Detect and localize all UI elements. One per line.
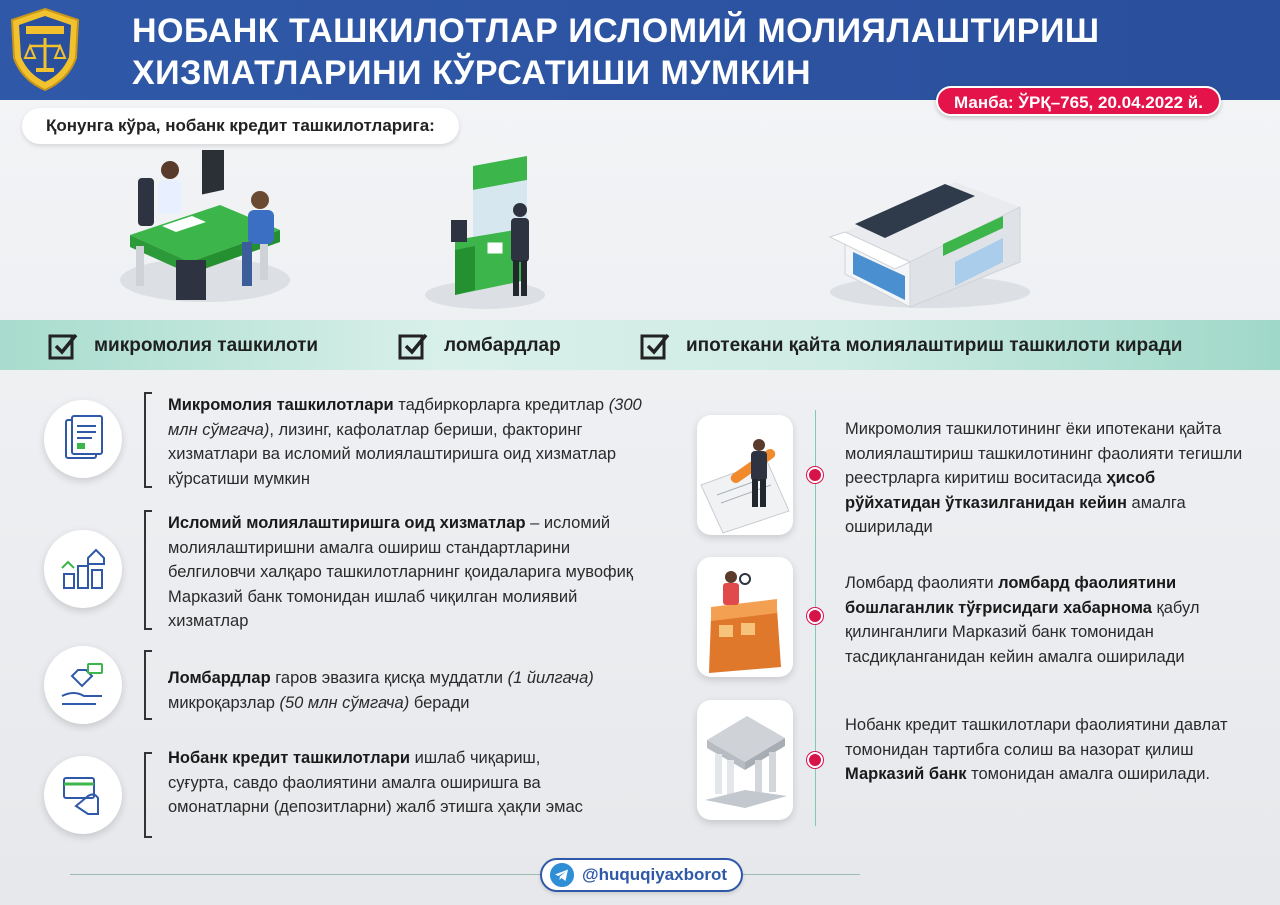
text-fragment: қабул қилинганлиги Марказий банк томонидан тасдиқланганидан кейин амалга оширилади — [845, 598, 1200, 666]
band-item-pawnshops — [398, 330, 561, 362]
page-title-line-1: НОБАНК ТАШКИЛОТЛАР ИСЛОМИЙ МОЛИЯЛАШТИРИШ — [132, 12, 1100, 50]
bracket-divider — [144, 392, 152, 488]
text-fragment: Микромолия ташкилотининг ёки ипотекани қайта молиялаштириш ташкилотининг фаолияти тегишли реестрларга киритиш воситасида — [845, 420, 1243, 487]
band-item-label: ломбардлар — [444, 335, 561, 356]
band-item-microfinance — [48, 330, 318, 362]
text-fragment: амалга оширилади — [845, 493, 1186, 536]
microfinance-description — [168, 393, 658, 491]
text-fragment: тадбиркорларга кредитлар — [393, 396, 609, 414]
telegram-handle-text: @huquqiyaxborot — [582, 865, 728, 884]
pawnshop-counter-icon — [697, 557, 793, 677]
bank-building-icon — [697, 700, 793, 820]
office-desk-illustration — [110, 150, 290, 315]
text-italic: (1 йилгача) — [507, 669, 594, 687]
text-fragment: – исломий молиялаштиришни амалга ошириш стандартларини белгиловчи халқаро ташкилотларнинг қоидаларига мувофиқ Марказий банк томонидан ишлаб чиқилган молиявий хизматлар — [168, 514, 634, 630]
checkbox-icon — [398, 332, 428, 360]
band-item-label: микромолия ташкилоти — [94, 335, 319, 356]
card-hand-icon-circle — [44, 756, 122, 834]
term-bold: Микромолия ташкилотлари — [168, 396, 394, 414]
ministry-emblem-logo — [8, 6, 82, 92]
pawn-exchange-icon — [44, 646, 122, 724]
timeline-dot — [807, 752, 823, 768]
term-bold: ҳисоб рўйхатидан ўтказилганидан кейин — [845, 469, 1156, 512]
card-hand-icon — [44, 756, 122, 834]
text-fragment: микроқарзлар — [168, 693, 280, 712]
term-bold: Исломий молиялаштиришга оид хизматлар — [168, 514, 526, 532]
term-bold: ломбард фаолиятини бошлаганлик тўғрисидаги хабарнома — [845, 574, 1177, 617]
text-fragment: беради — [409, 693, 470, 712]
telegram-icon — [550, 863, 574, 887]
term-bold: Ломбардлар — [168, 669, 271, 687]
bracket-divider — [144, 510, 152, 630]
text-fragment: гаров эвазига қисқа муддатли — [270, 669, 508, 687]
page-title-line-2: ХИЗМАТЛАРИНИ КЎРСАТИШИ МУМКИН — [132, 54, 812, 92]
pawn-exchange-icon-circle — [44, 646, 122, 724]
registry-pen-card — [697, 415, 793, 535]
text-italic: (300 млн сўмгача) — [168, 396, 642, 439]
intro-pill: Қонунга кўра, нобанк кредит ташкилотларига: — [22, 108, 459, 144]
timeline-dot — [807, 608, 823, 624]
restrictions-description — [168, 746, 588, 820]
telegram-handle-link[interactable] — [540, 858, 743, 892]
source-badge: Манба: ЎРҚ–765, 20.04.2022 й. — [936, 86, 1221, 116]
regulation-description — [845, 713, 1250, 787]
pawnshop-counter-illustration — [415, 150, 555, 315]
text-fragment: Нобанк кредит ташкилотлари фаолиятини давлат томонидан тартибга солиш ва назорат қилиш — [845, 716, 1228, 759]
pawnshop-counter-card — [697, 557, 793, 677]
text-italic: (50 млн сўмгача) — [279, 693, 410, 712]
checkbox-icon — [48, 332, 78, 360]
coins-house-icon-circle — [44, 530, 122, 608]
coins-house-icon — [44, 530, 122, 608]
bracket-divider — [144, 650, 152, 720]
text-fragment: Ломбард фаолияти — [845, 574, 999, 592]
bank-building-illustration — [825, 152, 1030, 312]
text-fragment: ишлаб чиқариш, суғурта, савдо фаолиятини амалга оширишга ва омонатларни (депозитларни) жалб этишга ҳақли эмас — [168, 749, 583, 816]
text-fragment: томонидан амалга оширилади. — [966, 765, 1210, 783]
documents-icon-circle — [44, 400, 122, 478]
pawnshop-notification-description — [845, 571, 1250, 669]
checkbox-icon — [640, 332, 670, 360]
registry-pen-icon — [697, 415, 793, 535]
bracket-divider — [144, 752, 152, 838]
bank-building-card — [697, 700, 793, 820]
pawnshops-description — [168, 666, 658, 715]
registration-description — [845, 417, 1250, 540]
text-fragment: , лизинг, кафолатлар бериши, факторинг хизматлари ва исломий молиялаштиришга оид хизматлар кўрсатиши мумкин — [168, 420, 617, 488]
timeline-dot — [807, 467, 823, 483]
term-bold: Нобанк кредит ташкилотлари — [168, 749, 411, 767]
band-item-mortgage-refinancing — [640, 330, 1182, 362]
band-item-label: ипотекани қайта молиялаштириш ташкилоти киради — [686, 335, 1183, 356]
term-bold: Марказий банк — [845, 765, 967, 783]
documents-icon — [44, 400, 122, 478]
islamic-finance-description — [168, 511, 658, 634]
